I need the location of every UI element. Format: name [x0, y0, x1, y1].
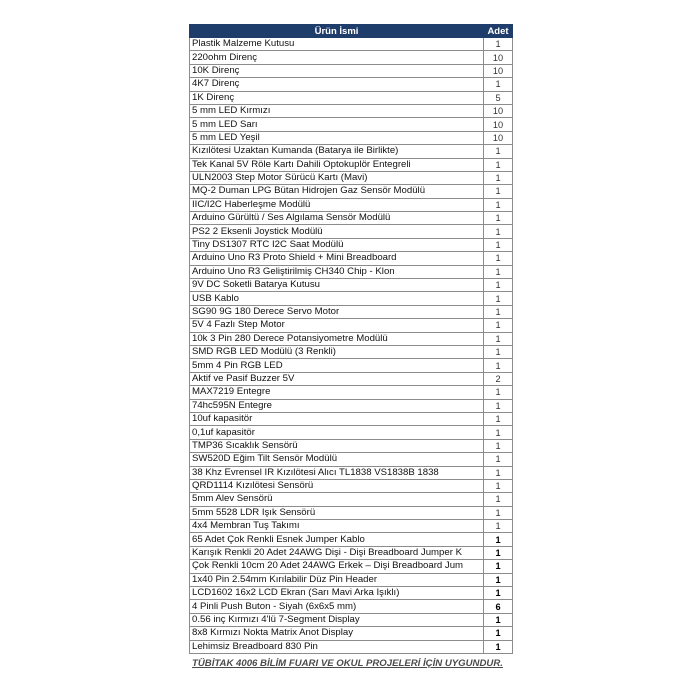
product-name-cell: QRD1114 Kızılötesi Sensörü [190, 479, 484, 492]
quantity-cell: 1 [484, 292, 513, 305]
product-name-cell: ULN2003 Step Motor Sürücü Kartı (Mavi) [190, 171, 484, 184]
table-row [190, 546, 513, 559]
quantity-cell: 1 [484, 279, 513, 292]
quantity-cell: 5 [484, 91, 513, 104]
product-name-cell: 10k 3 Pin 280 Derece Potansiyometre Modülü [190, 332, 484, 345]
product-name-cell: Arduino Uno R3 Geliştirilmiş CH340 Chip - Klon [190, 265, 484, 278]
quantity-cell: 1 [484, 466, 513, 479]
quantity-cell: 2 [484, 372, 513, 385]
product-name-cell: Kızılötesi Uzaktan Kumanda (Batarya ile Birlikte) [190, 145, 484, 158]
quantity-cell: 1 [484, 506, 513, 519]
quantity-cell: 1 [484, 332, 513, 345]
product-name-cell: USB Kablo [190, 292, 484, 305]
product-name-cell: 1x40 Pin 2.54mm Kırılabilir Düz Pin Header [190, 573, 484, 586]
product-name-cell: 4 Pinli Push Buton - Siyah (6x6x5 mm) [190, 600, 484, 613]
table-row [190, 587, 513, 600]
product-name-cell: 9V DC Soketli Batarya Kutusu [190, 279, 484, 292]
quantity-cell: 10 [484, 104, 513, 117]
quantity-cell: 1 [484, 520, 513, 533]
quantity-cell: 1 [484, 158, 513, 171]
table-row [190, 359, 513, 372]
table-row [190, 345, 513, 358]
product-name-cell: MAX7219 Entegre [190, 386, 484, 399]
quantity-cell: 1 [484, 573, 513, 586]
table-row [190, 185, 513, 198]
column-header-quantity: Adet [484, 25, 513, 38]
product-name-cell: 0.56 inç Kırmızı 4'lü 7-Segment Display [190, 613, 484, 626]
table-row [190, 613, 513, 626]
quantity-cell: 10 [484, 131, 513, 144]
table-row [190, 212, 513, 225]
table-row [190, 640, 513, 653]
product-name-cell: Tiny DS1307 RTC I2C Saat Modülü [190, 238, 484, 251]
product-name-cell: TMP36 Sıcaklık Sensörü [190, 439, 484, 452]
product-name-cell: 0,1uf kapasitör [190, 426, 484, 439]
table-row [190, 131, 513, 144]
product-name-cell: 8x8 Kırmızı Nokta Matrix Anot Display [190, 627, 484, 640]
product-name-cell: 1K Direnç [190, 91, 484, 104]
quantity-cell: 1 [484, 198, 513, 211]
product-name-cell: 4K7 Direnç [190, 78, 484, 91]
quantity-cell: 1 [484, 38, 513, 51]
product-name-cell: 4x4 Membran Tuş Takımı [190, 520, 484, 533]
quantity-cell: 1 [484, 587, 513, 600]
product-name-cell: 220ohm Direnç [190, 51, 484, 64]
product-name-cell: 65 Adet Çok Renkli Esnek Jumper Kablo [190, 533, 484, 546]
product-name-cell: MQ-2 Duman LPG Bütan Hidrojen Gaz Sensör Modülü [190, 185, 484, 198]
table-row [190, 158, 513, 171]
quantity-cell: 1 [484, 212, 513, 225]
product-name-cell: Çok Renkli 10cm 20 Adet 24AWG Erkek – Dişi Breadboard Jum [190, 560, 484, 573]
product-name-cell: 5mm 4 Pin RGB LED [190, 359, 484, 372]
product-name-cell: 10uf kapasitör [190, 412, 484, 425]
quantity-cell: 1 [484, 453, 513, 466]
product-sheet [189, 24, 512, 669]
footer-note: TÜBİTAK 4006 BİLİM FUARI VE OKUL PROJELERİ İÇİN UYGUNDUR. [192, 657, 503, 669]
table-row [190, 426, 513, 439]
table-row [190, 225, 513, 238]
quantity-cell: 1 [484, 345, 513, 358]
product-name-cell: 74hc595N Entegre [190, 399, 484, 412]
quantity-cell: 1 [484, 627, 513, 640]
table-row [190, 520, 513, 533]
quantity-cell: 1 [484, 185, 513, 198]
quantity-cell: 1 [484, 386, 513, 399]
quantity-cell: 1 [484, 265, 513, 278]
quantity-cell: 1 [484, 225, 513, 238]
quantity-cell: 1 [484, 238, 513, 251]
product-name-cell: SW520D Eğim Tilt Sensör Modülü [190, 453, 484, 466]
product-name-cell: 5mm 5528 LDR Işık Sensörü [190, 506, 484, 519]
product-name-cell: SMD RGB LED Modülü (3 Renkli) [190, 345, 484, 358]
product-name-cell: Arduino Uno R3 Proto Shield + Mini Breadboard [190, 252, 484, 265]
table-row [190, 252, 513, 265]
product-name-cell: SG90 9G 180 Derece Servo Motor [190, 305, 484, 318]
table-row [190, 64, 513, 77]
table-row [190, 104, 513, 117]
product-name-cell: Arduino Gürültü / Ses Algılama Sensör Modülü [190, 212, 484, 225]
table-row [190, 319, 513, 332]
table-row [190, 386, 513, 399]
table-row [190, 627, 513, 640]
product-name-cell: Aktif ve Pasif Buzzer 5V [190, 372, 484, 385]
product-name-cell: 5 mm LED Yeşil [190, 131, 484, 144]
product-name-cell: LCD1602 16x2 LCD Ekran (Sarı Mavi Arka Işıklı) [190, 587, 484, 600]
quantity-cell: 1 [484, 613, 513, 626]
product-name-cell: Tek Kanal 5V Röle Kartı Dahili Optokuplör Entegreli [190, 158, 484, 171]
table-row [190, 479, 513, 492]
quantity-cell: 1 [484, 426, 513, 439]
quantity-cell: 1 [484, 640, 513, 653]
quantity-cell: 1 [484, 171, 513, 184]
product-name-cell: 5 mm LED Sarı [190, 118, 484, 131]
table-row [190, 198, 513, 211]
quantity-cell: 1 [484, 252, 513, 265]
product-name-cell: PS2 2 Eksenli Joystick Modülü [190, 225, 484, 238]
table-row [190, 399, 513, 412]
table-row [190, 38, 513, 51]
table-row [190, 51, 513, 64]
product-name-cell: Lehimsiz Breadboard 830 Pin [190, 640, 484, 653]
product-name-cell: Karışık Renkli 20 Adet 24AWG Dişi - Dişi Breadboard Jumper K [190, 546, 484, 559]
quantity-cell: 10 [484, 51, 513, 64]
quantity-cell: 1 [484, 305, 513, 318]
table-row [190, 238, 513, 251]
table-row [190, 412, 513, 425]
quantity-cell: 1 [484, 359, 513, 372]
quantity-cell: 1 [484, 546, 513, 559]
quantity-cell: 1 [484, 145, 513, 158]
column-header-product-name: Ürün İsmi [190, 25, 484, 38]
table-row [190, 493, 513, 506]
quantity-cell: 1 [484, 493, 513, 506]
table-header-row [190, 25, 513, 38]
table-row [190, 466, 513, 479]
quantity-cell: 1 [484, 78, 513, 91]
product-name-cell: 10K Direnç [190, 64, 484, 77]
quantity-cell: 1 [484, 412, 513, 425]
product-name-cell: 38 Khz Evrensel IR Kızılötesi Alıcı TL1838 VS1838B 1838 [190, 466, 484, 479]
table-row [190, 506, 513, 519]
table-row [190, 439, 513, 452]
product-name-cell: 5mm Alev Sensörü [190, 493, 484, 506]
quantity-cell: 10 [484, 64, 513, 77]
table-row [190, 305, 513, 318]
quantity-cell: 10 [484, 118, 513, 131]
table-row [190, 279, 513, 292]
quantity-cell: 1 [484, 319, 513, 332]
table-row [190, 573, 513, 586]
product-name-cell: 5 mm LED Kırmızı [190, 104, 484, 117]
table-row [190, 78, 513, 91]
quantity-cell: 1 [484, 439, 513, 452]
table-row [190, 560, 513, 573]
quantity-cell: 1 [484, 560, 513, 573]
quantity-cell: 1 [484, 479, 513, 492]
product-name-cell: Plastik Malzeme Kutusu [190, 38, 484, 51]
quantity-cell: 1 [484, 533, 513, 546]
table-row [190, 91, 513, 104]
product-name-cell: IIC/I2C Haberleşme Modülü [190, 198, 484, 211]
table-row [190, 145, 513, 158]
quantity-cell: 1 [484, 399, 513, 412]
table-body [190, 38, 513, 654]
table-row [190, 118, 513, 131]
table-row [190, 600, 513, 613]
table-row [190, 332, 513, 345]
table-row [190, 171, 513, 184]
table-row [190, 533, 513, 546]
product-name-cell: 5V 4 Fazlı Step Motor [190, 319, 484, 332]
table-row [190, 292, 513, 305]
table-row [190, 453, 513, 466]
table-row [190, 265, 513, 278]
product-table [189, 24, 513, 654]
table-row [190, 372, 513, 385]
quantity-cell: 6 [484, 600, 513, 613]
